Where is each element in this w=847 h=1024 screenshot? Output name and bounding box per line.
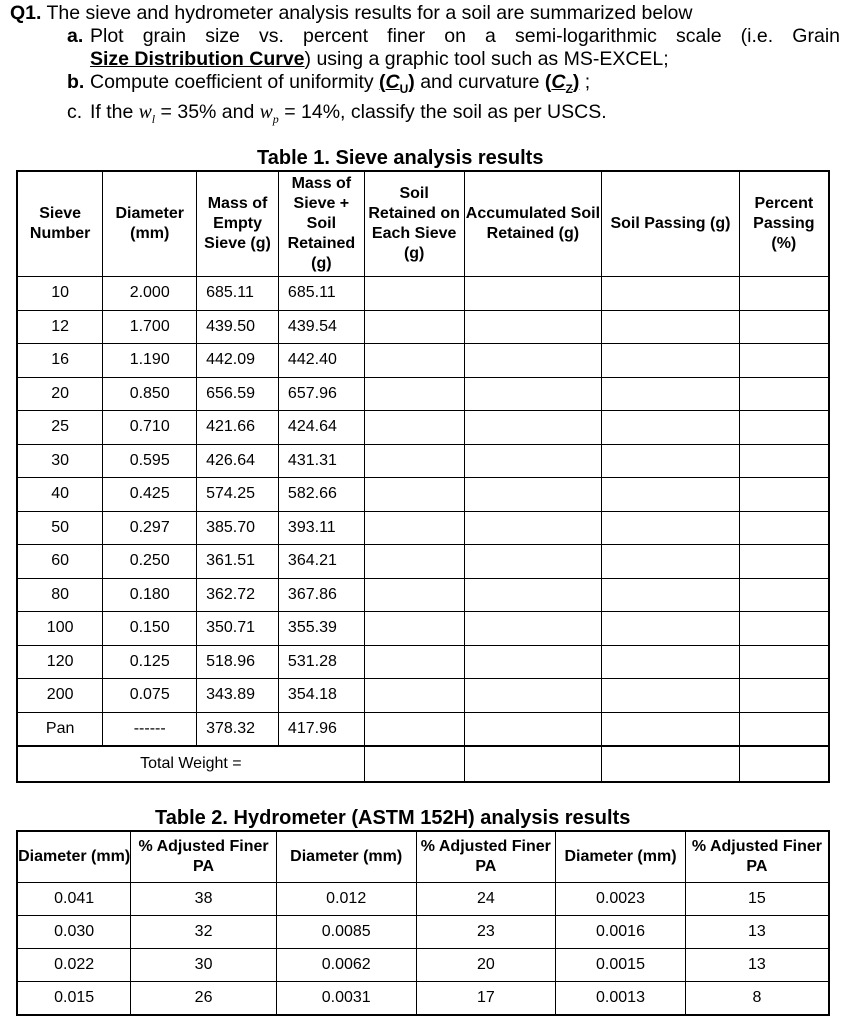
empty-cell xyxy=(602,578,739,612)
table-row xyxy=(17,377,829,411)
header-adjusted-finer: % Adjusted Finer PA xyxy=(416,831,556,883)
table-row xyxy=(17,444,829,478)
empty-cell xyxy=(464,310,602,344)
empty-cell xyxy=(739,545,829,579)
question-title xyxy=(10,2,840,25)
empty-cell xyxy=(602,478,739,512)
table-row xyxy=(17,883,829,916)
empty-cell xyxy=(464,377,602,411)
table-cell: 120 xyxy=(17,645,103,679)
table-cell: 354.18 xyxy=(278,679,364,713)
table-cell: 417.96 xyxy=(278,712,364,746)
table-cell: 10 xyxy=(17,277,103,311)
empty-cell xyxy=(602,277,739,311)
empty-cell xyxy=(464,545,602,579)
part-b-label: b. xyxy=(67,71,85,93)
table-cell: 23 xyxy=(416,916,556,949)
wp-sub: p xyxy=(272,111,279,126)
table-cell: 25 xyxy=(17,411,103,445)
empty-cell xyxy=(602,377,739,411)
table-row xyxy=(17,679,829,713)
cu-close: ) xyxy=(408,71,415,93)
part-c-text2: = 35% and xyxy=(155,100,260,123)
table-cell: 200 xyxy=(17,679,103,713)
table-cell: 0.710 xyxy=(103,411,197,445)
empty-cell xyxy=(739,578,829,612)
table-cell: 0.0023 xyxy=(556,883,686,916)
empty-cell xyxy=(464,411,602,445)
table-row xyxy=(17,712,829,746)
table-row xyxy=(17,545,829,579)
total-weight-row xyxy=(17,746,829,782)
table-cell: 439.54 xyxy=(278,310,364,344)
part-a-line1-text: Plot grain size vs. percent finer on a semi-logarithmic scale (i.e. Grain xyxy=(90,25,840,47)
empty-cell xyxy=(739,478,829,512)
empty-cell xyxy=(739,444,829,478)
table-cell: 518.96 xyxy=(197,645,279,679)
table-cell: 50 xyxy=(17,511,103,545)
empty-cell xyxy=(464,511,602,545)
header-percent-passing: Percent Passing (%) xyxy=(739,171,829,277)
table-cell: 350.71 xyxy=(197,612,279,646)
empty-cell xyxy=(364,310,464,344)
cz-open: ( xyxy=(544,71,552,93)
table-cell: 378.32 xyxy=(197,712,279,746)
header-diameter: Diameter (mm) xyxy=(103,171,197,277)
table-cell: 100 xyxy=(17,612,103,646)
table-cell: 343.89 xyxy=(197,679,279,713)
table-cell: 0.125 xyxy=(103,645,197,679)
table-cell: 1.190 xyxy=(103,344,197,378)
empty-cell xyxy=(464,478,602,512)
table-cell: 424.64 xyxy=(278,411,364,445)
part-c-label: c. xyxy=(67,100,83,123)
table-cell: 0.015 xyxy=(17,982,131,1016)
header-mass-sieve-soil: Mass of Sieve + Soil Retained (g) xyxy=(278,171,364,277)
table-cell: 17 xyxy=(416,982,556,1016)
wl-sub: l xyxy=(151,111,156,126)
empty-cell xyxy=(602,344,739,378)
empty-cell xyxy=(364,679,464,713)
empty-cell xyxy=(739,344,829,378)
table-cell: 2.000 xyxy=(103,277,197,311)
table-cell: 30 xyxy=(17,444,103,478)
empty-cell xyxy=(602,679,739,713)
table-row xyxy=(17,916,829,949)
empty-cell xyxy=(602,444,739,478)
empty-cell xyxy=(464,679,602,713)
table-cell: 421.66 xyxy=(197,411,279,445)
table-cell: 38 xyxy=(131,883,277,916)
header-accumulated-retained: Accumulated Soil Retained (g) xyxy=(464,171,602,277)
empty-cell xyxy=(464,612,602,646)
table-row xyxy=(17,982,829,1016)
empty-cell xyxy=(739,679,829,713)
table-row xyxy=(17,277,829,311)
part-a-label: a. xyxy=(67,25,84,47)
header-adjusted-finer: % Adjusted Finer PA xyxy=(685,831,829,883)
empty-cell xyxy=(464,712,602,746)
table-row xyxy=(17,344,829,378)
table-cell: 685.11 xyxy=(197,277,279,311)
question-number: Q1. xyxy=(10,2,42,24)
header-diameter: Diameter (mm) xyxy=(556,831,686,883)
cz-close: ) xyxy=(572,71,580,93)
header-soil-retained: Soil Retained on Each Sieve (g) xyxy=(364,171,464,277)
table-cell: 16 xyxy=(17,344,103,378)
table-cell: 12 xyxy=(17,310,103,344)
empty-cell xyxy=(364,712,464,746)
table-cell: 657.96 xyxy=(278,377,364,411)
empty-cell xyxy=(739,377,829,411)
empty-cell xyxy=(602,545,739,579)
part-a-bold-text: Size Distribution Curve xyxy=(90,48,305,70)
part-c-text1: If the xyxy=(90,100,139,123)
empty-cell xyxy=(364,478,464,512)
part-b-text1: Compute coefficient of uniformity xyxy=(90,71,380,93)
table-cell: 0.0031 xyxy=(276,982,416,1016)
empty-cell xyxy=(464,277,602,311)
table-row xyxy=(17,411,829,445)
empty-cell xyxy=(364,344,464,378)
table-cell: 442.40 xyxy=(278,344,364,378)
table2-caption: Table 2. Hydrometer (ASTM 152H) analysis results xyxy=(155,807,631,829)
table-cell: 367.86 xyxy=(278,578,364,612)
cz-symbol xyxy=(544,71,580,96)
table-cell: 80 xyxy=(17,578,103,612)
table-cell: 13 xyxy=(685,949,829,982)
table-cell: 685.11 xyxy=(278,277,364,311)
empty-cell xyxy=(364,377,464,411)
part-b xyxy=(10,71,840,101)
table-cell: 1.700 xyxy=(103,310,197,344)
table-cell: 32 xyxy=(131,916,277,949)
cu-base: C xyxy=(385,71,400,93)
table1-caption: Table 1. Sieve analysis results xyxy=(257,147,544,169)
table-row xyxy=(17,578,829,612)
table1-header-row xyxy=(17,171,829,277)
table-cell: 531.28 xyxy=(278,645,364,679)
empty-cell xyxy=(739,612,829,646)
table-cell: 0.150 xyxy=(103,612,197,646)
table-cell: 355.39 xyxy=(278,612,364,646)
table-row xyxy=(17,478,829,512)
table-cell: 15 xyxy=(685,883,829,916)
table-cell: 362.72 xyxy=(197,578,279,612)
empty-cell xyxy=(364,444,464,478)
table-cell: 0.180 xyxy=(103,578,197,612)
table-cell: 20 xyxy=(17,377,103,411)
table-cell: 439.50 xyxy=(197,310,279,344)
empty-cell xyxy=(364,545,464,579)
empty-cell xyxy=(464,578,602,612)
cu-sub: U xyxy=(399,81,409,96)
empty-cell xyxy=(602,712,739,746)
empty-cell xyxy=(739,712,829,746)
table-row xyxy=(17,949,829,982)
table-cell: 26 xyxy=(131,982,277,1016)
hydrometer-table xyxy=(16,830,830,1016)
empty-cell xyxy=(602,511,739,545)
empty-cell xyxy=(602,411,739,445)
empty-cell xyxy=(602,612,739,646)
table-cell: 8 xyxy=(685,982,829,1016)
empty-cell xyxy=(602,645,739,679)
table-cell: 0.041 xyxy=(17,883,131,916)
empty-cell xyxy=(464,645,602,679)
cz-base: C xyxy=(551,71,566,93)
table-cell: 582.66 xyxy=(278,478,364,512)
header-diameter: Diameter (mm) xyxy=(17,831,131,883)
empty-cell xyxy=(464,444,602,478)
question-block xyxy=(10,2,840,131)
part-a-line1 xyxy=(90,25,840,48)
empty-cell xyxy=(364,746,464,782)
table-cell: 0.0013 xyxy=(556,982,686,1016)
empty-cell xyxy=(364,277,464,311)
empty-cell xyxy=(602,746,739,782)
sieve-analysis-table xyxy=(16,170,830,783)
part-b-text3: ; xyxy=(579,71,591,93)
table-cell: 0.425 xyxy=(103,478,197,512)
part-a-line2-rest: ) using a graphic tool such as MS-EXCEL; xyxy=(304,48,669,70)
part-c-text3: = 14%, classify the soil as per USCS. xyxy=(278,100,607,123)
table-cell: 426.64 xyxy=(197,444,279,478)
table-cell: 431.31 xyxy=(278,444,364,478)
table-cell: 574.25 xyxy=(197,478,279,512)
empty-cell xyxy=(364,578,464,612)
header-sieve-number: Sieve Number xyxy=(17,171,103,277)
table-row xyxy=(17,645,829,679)
table-cell: 0.250 xyxy=(103,545,197,579)
table-row xyxy=(17,511,829,545)
table-cell: 0.022 xyxy=(17,949,131,982)
table-cell: 0.0016 xyxy=(556,916,686,949)
table-cell: 0.0062 xyxy=(276,949,416,982)
empty-cell xyxy=(739,411,829,445)
cu-symbol xyxy=(379,71,415,96)
empty-cell xyxy=(739,746,829,782)
table-cell: 442.09 xyxy=(197,344,279,378)
header-soil-passing: Soil Passing (g) xyxy=(602,171,739,277)
table-cell: 385.70 xyxy=(197,511,279,545)
table-cell: 0.0015 xyxy=(556,949,686,982)
empty-cell xyxy=(739,511,829,545)
wp-base: w xyxy=(259,101,273,123)
header-diameter: Diameter (mm) xyxy=(276,831,416,883)
table-row xyxy=(17,310,829,344)
header-adjusted-finer: % Adjusted Finer PA xyxy=(131,831,277,883)
empty-cell xyxy=(739,277,829,311)
part-a-line2 xyxy=(90,48,840,71)
table-cell: 60 xyxy=(17,545,103,579)
table-cell: 0.030 xyxy=(17,916,131,949)
empty-cell xyxy=(364,645,464,679)
part-c xyxy=(10,101,840,131)
empty-cell xyxy=(364,612,464,646)
table-cell: 20 xyxy=(416,949,556,982)
total-weight-label: Total Weight = xyxy=(17,746,364,782)
table-cell: 0.595 xyxy=(103,444,197,478)
empty-cell xyxy=(739,310,829,344)
table-cell: 656.59 xyxy=(197,377,279,411)
empty-cell xyxy=(739,645,829,679)
table-cell: 0.850 xyxy=(103,377,197,411)
wl-base: w xyxy=(138,101,152,123)
table-row xyxy=(17,612,829,646)
table-cell: ------ xyxy=(103,712,197,746)
table-cell: 0.075 xyxy=(103,679,197,713)
empty-cell xyxy=(364,511,464,545)
table-cell: 40 xyxy=(17,478,103,512)
empty-cell xyxy=(602,310,739,344)
table-cell: 361.51 xyxy=(197,545,279,579)
wp-symbol xyxy=(259,101,279,126)
table-cell: 364.21 xyxy=(278,545,364,579)
wl-symbol xyxy=(138,101,156,126)
question-intro: The sieve and hydrometer analysis results for a soil are summarized below xyxy=(41,2,693,24)
table-cell: 24 xyxy=(416,883,556,916)
table-cell: Pan xyxy=(17,712,103,746)
empty-cell xyxy=(364,411,464,445)
table-cell: 13 xyxy=(685,916,829,949)
part-a xyxy=(10,25,840,71)
table-cell: 0.0085 xyxy=(276,916,416,949)
table-cell: 0.012 xyxy=(276,883,416,916)
header-mass-empty-sieve: Mass of Empty Sieve (g) xyxy=(197,171,279,277)
cu-open: ( xyxy=(379,71,386,93)
part-b-text2: and curvature xyxy=(414,71,545,93)
table-cell: 0.297 xyxy=(103,511,197,545)
empty-cell xyxy=(464,344,602,378)
empty-cell xyxy=(464,746,602,782)
table2-header-row xyxy=(17,831,829,883)
table-cell: 393.11 xyxy=(278,511,364,545)
table-cell: 30 xyxy=(131,949,277,982)
cz-sub: Z xyxy=(565,81,573,96)
